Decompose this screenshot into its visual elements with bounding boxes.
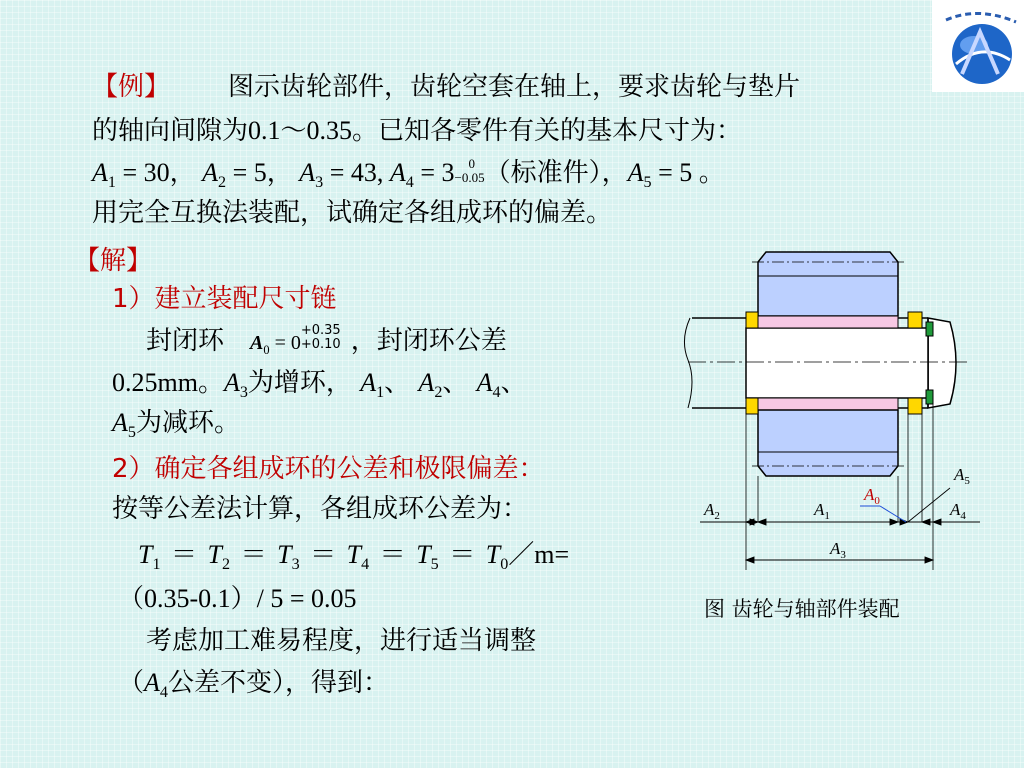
label-a1: $A_1$ bbox=[814, 500, 830, 522]
label-a5: $A_5$ bbox=[954, 465, 970, 487]
label-a2: $A_2$ bbox=[704, 500, 720, 522]
a4-tolerance: 0 −0.05 bbox=[454, 156, 485, 186]
calc-line: （0.35-0.1）/ 5 = 0.05 bbox=[118, 584, 357, 613]
gear-upper bbox=[752, 252, 906, 328]
step-2-heading: 2）确定各组成环的公差和极限偏差： bbox=[112, 454, 545, 484]
bushing bbox=[746, 328, 928, 398]
tolerance-equation: $T_1 = T_2 = T_3 = T_4 = T_5$ ＝ $T_0/m=$ bbox=[138, 540, 570, 574]
example-line-1 bbox=[92, 70, 800, 104]
ring-type-line: 0.25mm。$A_3$为增环， $A_1$、 $A_2$、 $A_4$、 bbox=[112, 368, 527, 402]
example-text-1: 图示齿轮部件，齿轮空套在轴上，要求齿轮与垫片 bbox=[228, 72, 801, 102]
example-line-2: 的轴向间隙为0.1～0.35。已知各零件有关的基本尺寸为： bbox=[92, 116, 743, 146]
label-a4: $A_4$ bbox=[950, 500, 966, 522]
label-a3: $A_3$ bbox=[830, 539, 846, 561]
example-line-3: $A_1 = 30$， $A_2 = 5$， $A_3 = 43$, $A_4 = 3$ 0 −0.05 （标准件），$A_5 = 5$ 。 bbox=[92, 156, 725, 192]
step-1-heading: 1）建立装配尺寸链 bbox=[112, 284, 337, 314]
adjust-line: 考虑加工难易程度，进行适当调整 bbox=[146, 626, 537, 656]
keep-line: （$A_4$公差不变），得到： bbox=[118, 668, 389, 702]
gear-lower bbox=[752, 398, 906, 476]
solution-tag: 【解】 bbox=[74, 246, 153, 276]
figure-caption: 图 齿轮与轴部件装配 bbox=[704, 597, 900, 621]
a0-tolerance: +0.35 +0.10 bbox=[300, 322, 341, 352]
label-a0: $A_0$ bbox=[864, 485, 880, 507]
method-line: 按等公差法计算，各组成环公差为： bbox=[112, 494, 529, 524]
clearance-range: 0.1～0.35 bbox=[248, 116, 353, 145]
example-line-4: 用完全互换法装配，试确定各组成环的偏差。 bbox=[92, 198, 613, 228]
gear-shaft-assembly-diagram bbox=[680, 240, 1010, 590]
university-logo-icon bbox=[932, 0, 1024, 92]
decrease-ring-line: $A_5$为减环。 bbox=[112, 408, 240, 442]
example-tag: 【例】 bbox=[92, 72, 171, 102]
closed-ring-line: 封闭环 $A_0 = 0$ +0.35 +0.10 ，封闭环公差 bbox=[146, 322, 507, 357]
